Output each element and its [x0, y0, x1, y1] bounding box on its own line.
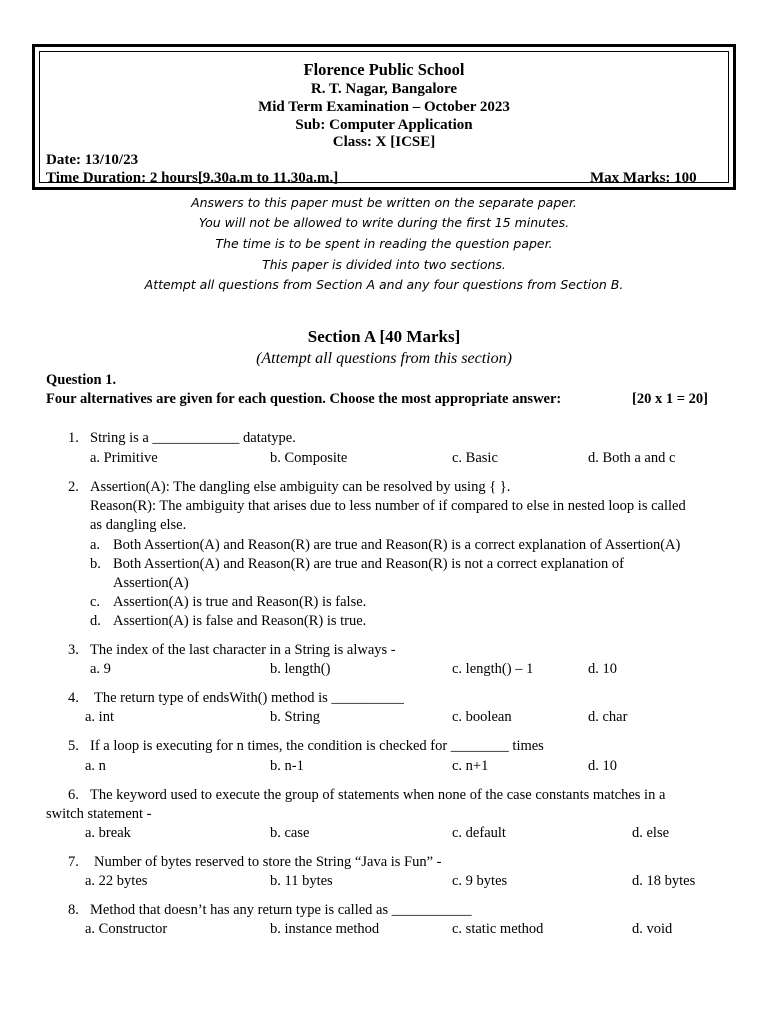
option-c: c. static method: [452, 921, 544, 937]
option-a: a. int: [85, 709, 114, 725]
option-b: b. 11 bytes: [270, 873, 333, 889]
instruction-line: Answers to this paper must be written on the separate paper.: [191, 195, 577, 210]
option-b: b. instance method: [270, 921, 380, 937]
question-text-continued: as dangling else.: [90, 517, 187, 533]
question-number: 4.: [68, 690, 79, 706]
instruction-line: The time is to be spent in reading the question paper.: [215, 236, 553, 251]
option-a-label: a.: [90, 537, 101, 553]
option-a: Both Assertion(A) and Reason(R) are true and Reason(R) is a correct explanation of Assertion(A): [113, 537, 681, 553]
max-marks: Max Marks: 100: [590, 170, 697, 186]
option-b: b. case: [270, 825, 310, 841]
question-instruction: Four alternatives are given for each question. Choose the most appropriate answer:: [46, 391, 562, 407]
option-a: a. 22 bytes: [85, 873, 148, 889]
option-d: d. 10: [588, 758, 617, 774]
question-text: Assertion(A): The dangling else ambiguity can be resolved by using { }.: [90, 479, 511, 495]
section-subtitle: (Attempt all questions from this section): [256, 350, 512, 367]
option-b: b. Composite: [270, 450, 348, 466]
option-b: b. String: [270, 709, 320, 725]
option-a: a. n: [85, 758, 106, 774]
option-b-label: b.: [90, 556, 101, 572]
question-text: The return type of endsWith() method is __________: [94, 690, 404, 706]
option-d: d. 18 bytes: [632, 873, 696, 889]
school-name: Florence Public School: [303, 60, 465, 79]
school-address: R. T. Nagar, Bangalore: [310, 81, 458, 97]
question-number: 5.: [68, 738, 79, 754]
option-d: d. void: [632, 921, 673, 937]
question-number: 8.: [68, 902, 79, 918]
question-number: 3.: [68, 642, 79, 658]
time-duration: Time Duration: 2 hours[9.30a.m to 11.30a.m.]: [46, 170, 339, 186]
question-text: If a loop is executing for n times, the condition is checked for ________ times: [90, 738, 544, 754]
option-d-label: d.: [90, 613, 101, 629]
option-c: c. 9 bytes: [452, 873, 508, 889]
option-c-label: c.: [90, 594, 101, 610]
question-text: Number of bytes reserved to store the String “Java is Fun” -: [94, 854, 442, 870]
section-title: Section A [40 Marks]: [307, 327, 461, 346]
subject: Sub: Computer Application: [295, 117, 473, 133]
question-number: 2.: [68, 479, 79, 495]
exam-date: Date: 13/10/23: [46, 152, 139, 168]
question-number: 1.: [68, 430, 79, 446]
option-c: c. default: [452, 825, 506, 841]
question-text: String is a ____________ datatype.: [90, 430, 296, 446]
option-d: d. Both a and c: [588, 450, 676, 466]
instruction-line: Attempt all questions from Section A and any four questions from Section B.: [144, 277, 624, 292]
question-label: Question 1.: [46, 372, 117, 388]
option-c: Assertion(A) is true and Reason(R) is false.: [113, 594, 367, 610]
question-text: The keyword used to execute the group of statements when none of the case constants matches in a: [90, 787, 666, 803]
option-b-continued: Assertion(A): [113, 575, 189, 591]
question-text-reason: Reason(R): The ambiguity that arises due to less number of if compared to else in nested loop is called: [90, 498, 686, 514]
question-text: The index of the last character in a String is always -: [90, 642, 396, 658]
option-c: c. Basic: [452, 450, 498, 466]
question-number: 7.: [68, 854, 79, 870]
option-d: Assertion(A) is false and Reason(R) is true.: [113, 613, 367, 629]
exam-header-inner-border: [39, 51, 729, 186]
option-b: b. length(): [270, 661, 331, 677]
option-d: d. else: [632, 825, 670, 841]
question-text-continued: switch statement -: [46, 806, 152, 822]
exam-header: [32, 44, 736, 190]
option-a: a. Constructor: [85, 921, 168, 937]
instruction-line: You will not be allowed to write during the first 15 minutes.: [198, 215, 570, 230]
question-text: Method that doesn’t has any return type is called as ___________: [90, 902, 472, 918]
class-label: Class: X [ICSE]: [332, 134, 436, 150]
instruction-line: This paper is divided into two sections.: [262, 257, 506, 272]
option-c: c. n+1: [452, 758, 489, 774]
option-a: a. 9: [90, 661, 111, 677]
question-marks: [20 x 1 = 20]: [632, 391, 708, 407]
exam-title: Mid Term Examination – October 2023: [258, 99, 510, 115]
option-d: d. 10: [588, 661, 617, 677]
option-a: a. Primitive: [90, 450, 158, 466]
option-c: c. length() – 1: [452, 661, 534, 677]
option-b: Both Assertion(A) and Reason(R) are true and Reason(R) is not a correct explanation of: [113, 556, 624, 572]
option-c: c. boolean: [452, 709, 512, 725]
option-b: b. n-1: [270, 758, 304, 774]
option-d: d. char: [588, 709, 628, 725]
question-number: 6.: [68, 787, 79, 803]
option-a: a. break: [85, 825, 131, 841]
